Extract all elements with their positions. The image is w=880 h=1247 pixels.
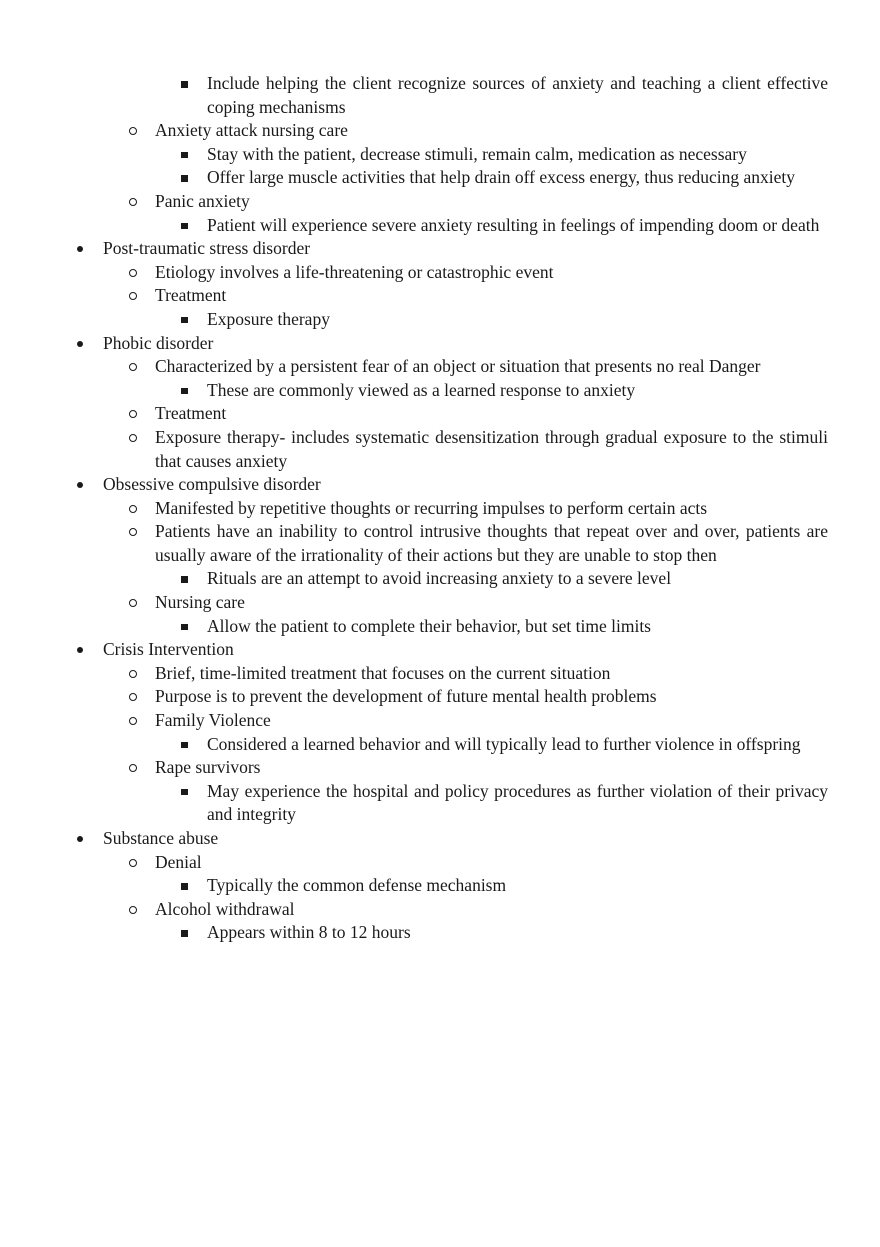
list-item-level-2 [0,898,828,922]
list-item-level-2 [0,709,828,733]
item-text: Patients have an inability to control intrusive thoughts that repeat over and over, patients are usually aware of the irrationality of their actions but they are unable to stop then [155,521,828,565]
list-item-level-2 [0,851,828,875]
disc-bullet-icon [77,836,83,842]
list-item-level-3 [0,166,828,190]
list-item-level-3 [0,780,828,827]
circle-bullet-icon [129,717,137,725]
disc-bullet-icon [77,647,83,653]
item-text: Manifested by repetitive thoughts or recurring impulses to perform certain acts [155,497,708,518]
list-item-level-2 [0,426,828,473]
circle-bullet-icon [129,198,137,206]
item-text: Brief, time-limited treatment that focuses on the current situation [155,662,611,683]
list-item-level-2 [0,497,828,521]
circle-bullet-icon [129,434,137,442]
square-bullet-icon [181,81,188,88]
circle-bullet-icon [129,859,137,867]
list-item-level-3 [0,308,828,332]
item-text: Include helping the client recognize sources of anxiety and teaching a client effective coping mechanisms [207,73,828,117]
disc-bullet-icon [77,482,83,488]
circle-bullet-icon [129,906,137,914]
item-text: Treatment [155,285,227,306]
list-item-level-3 [0,921,828,945]
circle-bullet-icon [129,670,137,678]
square-bullet-icon [181,175,188,182]
list-item-level-3 [0,874,828,898]
item-text: Rituals are an attempt to avoid increasing anxiety to a severe level [207,568,672,589]
list-item-level-2 [0,119,828,143]
square-bullet-icon [181,883,188,890]
item-text: Phobic disorder [103,332,214,353]
square-bullet-icon [181,742,188,749]
item-text: Stay with the patient, decrease stimuli, remain calm, medication as necessary [207,143,747,164]
item-text: Denial [155,851,202,872]
circle-bullet-icon [129,410,137,418]
list-item-level-3 [0,615,828,639]
item-text: Exposure therapy [207,308,330,329]
square-bullet-icon [181,930,188,937]
item-text: May experience the hospital and policy procedures as further violation of their privacy and integrity [207,780,828,825]
item-text: Patient will experience severe anxiety resulting in feelings of impending doom or death [207,214,820,235]
item-text: Allow the patient to complete their behavior, but set time limits [207,615,651,636]
list-item-level-1 [0,638,828,662]
list-item-level-2 [0,756,828,780]
item-text: Exposure therapy- includes systematic desensitization through gradual exposure to the stimuli that causes anxiety [155,426,828,471]
disc-bullet-icon [77,246,83,252]
document-page [0,72,880,945]
circle-bullet-icon [129,693,137,701]
item-text: Etiology involves a life-threatening or catastrophic event [155,261,554,282]
square-bullet-icon [181,624,188,631]
item-text: Anxiety attack nursing care [155,120,348,141]
list-item-level-1 [0,473,828,497]
item-text: Family Violence [155,710,271,731]
list-item-level-1 [0,332,828,356]
square-bullet-icon [181,388,188,395]
item-text: Offer large muscle activities that help drain off excess energy, thus reducing anxiety [207,167,796,188]
circle-bullet-icon [129,363,137,371]
list-item-level-1 [0,237,828,261]
item-text: Crisis Intervention [103,639,234,660]
list-item-level-2 [0,284,828,308]
item-text: Post-traumatic stress disorder [103,238,311,259]
circle-bullet-icon [129,292,137,300]
item-text: Obsessive compulsive disorder [103,474,321,495]
list-item-level-3 [0,567,828,591]
item-text: Considered a learned behavior and will typically lead to further violence in offspring [207,733,801,754]
list-item-level-2 [0,591,828,615]
item-text: Panic anxiety [155,190,250,211]
item-text: Appears within 8 to 12 hours [207,922,411,943]
disc-bullet-icon [77,341,83,347]
square-bullet-icon [181,152,188,159]
item-text: Alcohol withdrawal [155,898,295,919]
circle-bullet-icon [129,764,137,772]
circle-bullet-icon [129,528,137,536]
list-item-level-3 [0,72,828,119]
list-item-level-3 [0,143,828,167]
square-bullet-icon [181,576,188,583]
list-item-level-2 [0,190,828,214]
item-text: Treatment [155,403,227,424]
item-text: Substance abuse [103,828,219,848]
circle-bullet-icon [129,599,137,607]
list-item-level-2 [0,662,828,686]
square-bullet-icon [181,789,188,796]
list-item-level-2 [0,520,828,567]
item-text: Purpose is to prevent the development of future mental health problems [155,686,657,707]
item-text: Typically the common defense mechanism [207,875,507,896]
circle-bullet-icon [129,505,137,513]
circle-bullet-icon [129,269,137,277]
list-item-level-1 [0,827,828,851]
list-item-level-3 [0,733,828,757]
square-bullet-icon [181,317,188,324]
list-item-level-2 [0,685,828,709]
circle-bullet-icon [129,127,137,135]
item-text: Nursing care [155,592,245,613]
list-item-level-2 [0,355,828,379]
item-text: Characterized by a persistent fear of an object or situation that presents no real Danger [155,356,761,377]
list-item-level-2 [0,261,828,285]
list-item-level-2 [0,402,828,426]
list-item-level-3 [0,379,828,403]
square-bullet-icon [181,223,188,230]
item-text: These are commonly viewed as a learned response to anxiety [207,379,636,400]
item-text: Rape survivors [155,757,261,778]
list-item-level-3 [0,214,828,238]
